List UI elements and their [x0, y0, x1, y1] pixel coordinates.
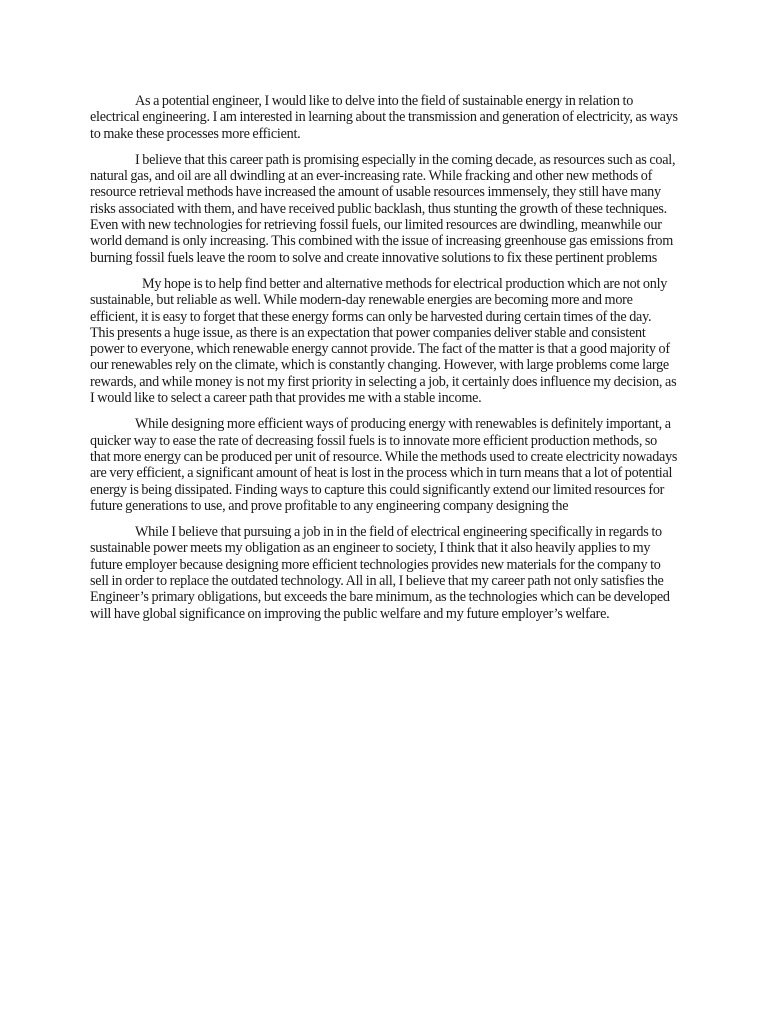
- paragraph-5: While I believe that pursuing a job in in the field of electrical engineering specifically in regards to sustainable power meets my obligation as an engineer to society, I think that it also heavily applies to my future employer because designing more efficient technologies provides new materials for the company to sell in order to replace the outdated technology. All in all, I believe that my career path not only satisfies the Engineer’s primary obligations, but exceeds the bare minimum, as the technologies which can be developed will have global significance on improving the public welfare and my future employer’s welfare.: [90, 524, 670, 622]
- paragraph-1: As a potential engineer, I would like to delve into the field of sustainable energy in relation to electrical engineering. I am interested in learning about the transmission and generation of electricity, as ways to make these processes more efficient.: [90, 93, 678, 142]
- paragraph-2: I believe that this career path is promising especially in the coming decade, as resources such as coal, natural gas, and oil are all dwindling at an ever-increasing rate. While fracking and other new methods of resource retrieval methods have increased the amount of usable resources immensely, they still have many risks associated with them, and have received public backlash, thus stunting the growth of these techniques. Even with new technologies for retrieving fossil fuels, our limited resources are dwindling, meanwhile our world demand is only increasing. This combined with the issue of increasing greenhouse gas emissions from burning fossil fuels leave the room to solve and create innovative solutions to fix these pertinent problems: [90, 151, 676, 266]
- paragraph-3: My hope is to help find better and alternative methods for electrical production which are not only sustainable, but reliable as well. While modern-day renewable energies are becoming more and more efficient, it is easy to forget that these energy forms can only be harvested during certain times of the day. This presents a huge issue, as there is an expectation that power companies deliver stable and consistent power to everyone, which renewable energy cannot provide. The fact of the matter is that a good majority of our renewables rely on the climate, which is constantly changing. However, with large problems come large rewards, and while money is not my first priority in selecting a job, it certainly does influence my decision, as I would like to select a career path that provides me with a stable income.: [90, 275, 677, 407]
- paragraph-4: While designing more efficient ways of producing energy with renewables is definitely important, a quicker way to ease the rate of decreasing fossil fuels is to innovate more efficient production methods, so that more energy can be produced per unit of resource. While the methods used to create electricity nowadays are very efficient, a significant amount of heat is lost in the process which in turn means that a lot of potential energy is being dissipated. Finding ways to capture this could significantly extend our limited resources for future generations to use, and prove profitable to any engineering company designing the: [90, 416, 678, 514]
- document-body: [90, 93, 678, 632]
